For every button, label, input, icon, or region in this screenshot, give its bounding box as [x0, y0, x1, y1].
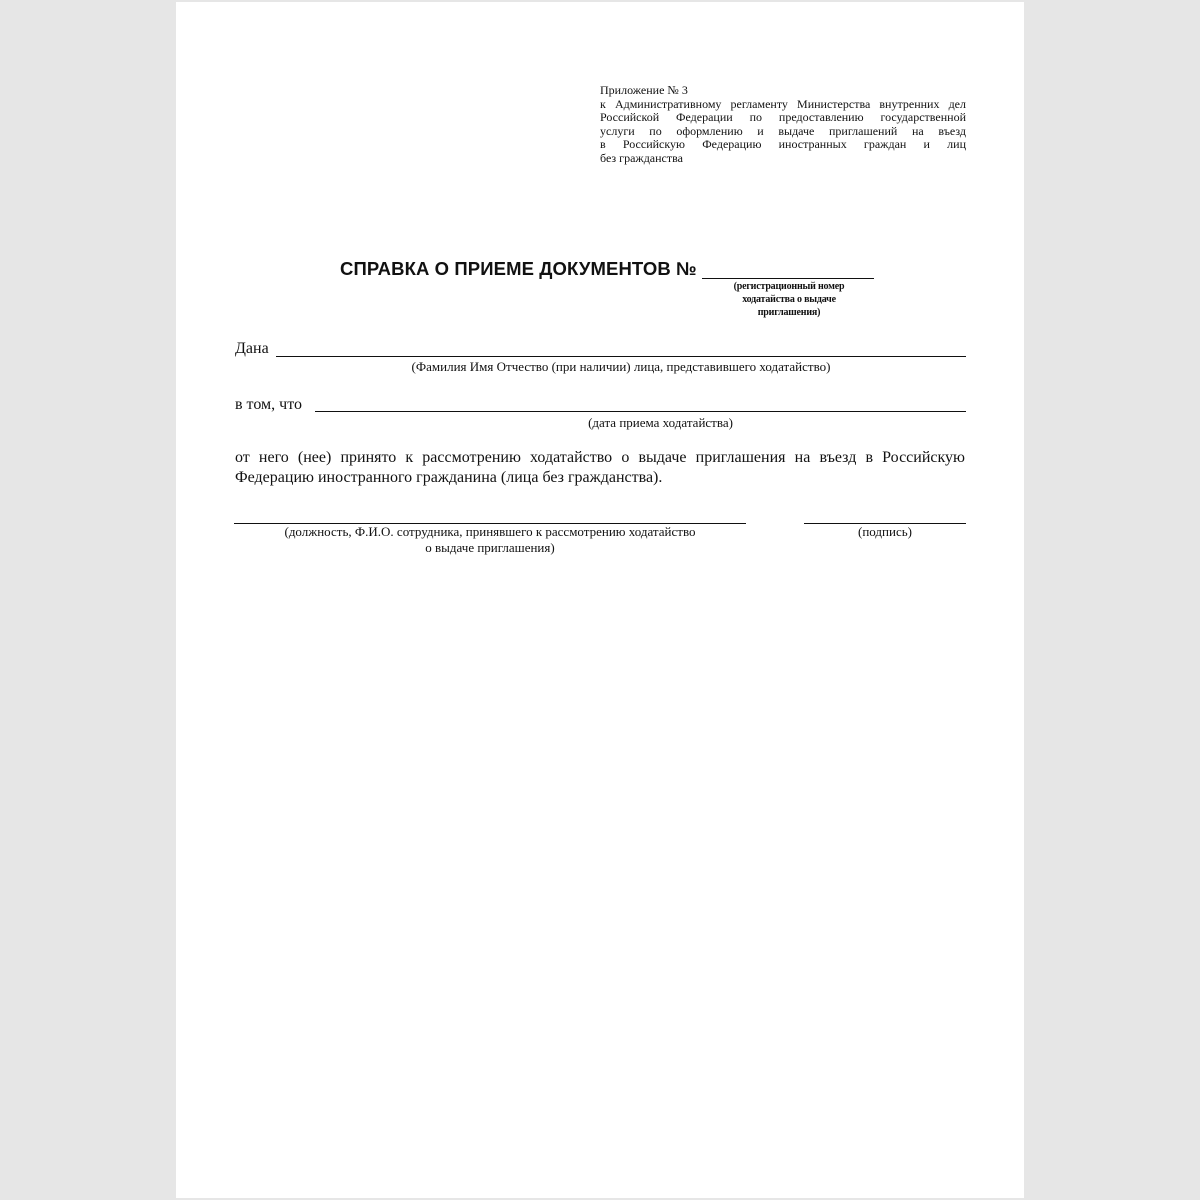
- date-caption: (дата приема ходатайства): [588, 415, 733, 430]
- appendix-header: [600, 84, 966, 165]
- signature-caption: (подпись): [858, 524, 912, 539]
- appendix-number: Приложение № 3: [600, 83, 688, 97]
- given-label: Дана: [235, 340, 269, 357]
- document-title: СПРАВКА О ПРИЕМЕ ДОКУМЕНТОВ №: [340, 258, 697, 279]
- position-caption-line: (должность, Ф.И.О. сотрудника, принявшего к рассмотрению ходатайство: [284, 524, 696, 539]
- appendix-text-line: услуги по оформлению и выдаче приглашений на въезд: [600, 123, 966, 138]
- document-page: [176, 2, 1024, 1198]
- appendix-text-line: в Российскую Федерацию иностранных граждан и лиц: [600, 137, 966, 151]
- position-caption: [234, 524, 746, 556]
- given-name-line: [276, 356, 966, 357]
- date-label: в том, что: [235, 396, 302, 413]
- registration-number-line: [702, 278, 874, 279]
- appendix-text-line: к Административному регламенту Министерства внутренних дел: [600, 96, 966, 111]
- registration-number-caption: (регистрационный номер ходатайства о выдаче приглашения): [733, 281, 845, 318]
- position-caption-line: о выдаче приглашения): [425, 540, 555, 555]
- given-name-caption: (Фамилия Имя Отчество (при наличии) лица, представившего ходатайство): [411, 359, 831, 374]
- appendix-text-line: Российской Федерации по предоставлению государственной: [600, 110, 966, 124]
- appendix-text-line: без гражданства: [600, 150, 683, 165]
- document-title-row: [340, 258, 697, 280]
- body-text: от него (нее) принято к рассмотрению ходатайство о выдаче приглашения на въезд в Российскую Федерацию иностранного гражданина (лица без гражданства).: [235, 449, 965, 486]
- date-line: [315, 411, 966, 412]
